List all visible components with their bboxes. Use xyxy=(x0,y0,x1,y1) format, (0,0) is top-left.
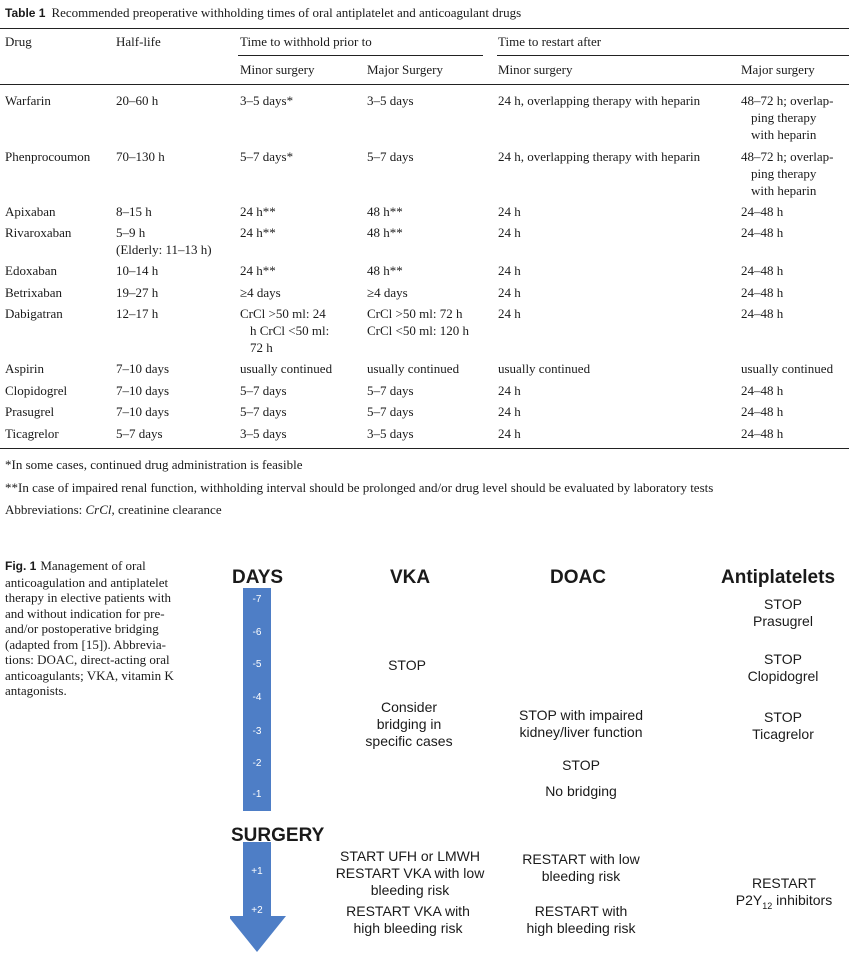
cell-withhold-major: 5–7 days xyxy=(367,149,414,164)
cell-withhold-major: 48 h** xyxy=(367,204,403,219)
cell-withhold-minor: h CrCl <50 ml: xyxy=(250,323,330,338)
cell-withhold-minor: 24 h** xyxy=(240,263,276,278)
cell-withhold-major: 3–5 days xyxy=(367,426,414,441)
doac-restart-low-line-2: bleeding risk xyxy=(541,868,621,884)
figure-caption-line: anticoagulants; VKA, vitamin K xyxy=(5,667,174,683)
header-withhold-minor: Minor surgery xyxy=(240,62,315,77)
ap-restart xyxy=(736,875,832,915)
ap-ticagrelor-line-1: STOP xyxy=(764,709,802,725)
cell-restart-major: usually continued xyxy=(741,361,834,376)
cell-drug: Ticagrelor xyxy=(5,426,59,441)
vka-start-line-2: RESTART VKA with low xyxy=(335,865,485,881)
vka-start-line-1: START UFH or LMWH xyxy=(339,848,481,864)
footnote-single-star: *In some cases, continued drug administration is feasible xyxy=(5,457,303,472)
cell-half-life: 7–10 days xyxy=(116,361,170,376)
ap-clopidogrel-line-1: STOP xyxy=(764,651,802,667)
cell-withhold-minor: 24 h** xyxy=(240,225,276,240)
footnote-double-star: **In case of impaired renal function, withholding interval should be prolonged and/or drug level should be evaluated by laboratory tests xyxy=(5,480,714,495)
figure-caption-text xyxy=(5,558,200,699)
ap-prasugrel-line-1: STOP xyxy=(764,596,802,612)
cell-restart-major: 24–48 h xyxy=(741,306,784,321)
cell-restart-minor: usually continued xyxy=(498,361,591,376)
table-label: Table 1 xyxy=(5,6,46,20)
cell-restart-major: 24–48 h xyxy=(741,225,784,240)
cell-withhold-minor: 3–5 days xyxy=(240,426,287,441)
cell-withhold-major: ≥4 days xyxy=(367,285,408,300)
ap-restart-line-1: RESTART xyxy=(751,875,817,891)
cell-half-life: 7–10 days xyxy=(116,404,170,419)
cell-drug: Warfarin xyxy=(5,93,51,108)
vka-start-restart-low xyxy=(336,848,485,899)
doac-restart-high-line-2: high bleeding risk xyxy=(526,920,636,936)
cell-withhold-minor: ≥4 days xyxy=(240,285,281,300)
doac-restart-high xyxy=(527,903,636,937)
cell-withhold-minor: usually continued xyxy=(240,361,333,376)
figure-caption-line: and/or postoperative bridging xyxy=(5,621,159,636)
cell-drug: Edoxaban xyxy=(5,263,57,278)
figure-caption-line: tions: DOAC, direct-acting oral xyxy=(5,652,170,667)
cell-restart-minor: 24 h xyxy=(498,225,521,240)
cell-restart-major: 24–48 h xyxy=(741,285,784,300)
doac-stop-impaired xyxy=(519,707,643,741)
cell-withhold-minor: CrCl >50 ml: 24 xyxy=(240,306,326,321)
cell-restart-major: ping therapy xyxy=(751,110,817,125)
cell-half-life: 7–10 days xyxy=(116,383,170,398)
cell-withhold-major: 5–7 days xyxy=(367,404,414,419)
cell-withhold-minor: 5–7 days* xyxy=(240,149,294,164)
cell-half-life: (Elderly: 11–13 h) xyxy=(116,242,212,257)
header-drug: Drug xyxy=(5,34,32,49)
header-restart-major: Major surgery xyxy=(741,62,815,77)
cell-withhold-minor: 24 h** xyxy=(240,204,276,219)
vka-restart-high-line-1: RESTART VKA with xyxy=(346,903,470,919)
header-restart-minor: Minor surgery xyxy=(498,62,573,77)
doac-restart-low-line-1: RESTART with low xyxy=(522,851,640,867)
cell-half-life: 19–27 h xyxy=(116,285,159,300)
header-half-life: Half-life xyxy=(116,34,161,49)
cell-restart-major: 24–48 h xyxy=(741,426,784,441)
figure-caption-line: anticoagulation and antiplatelet xyxy=(5,574,169,590)
vka-start-line-3: bleeding risk xyxy=(370,882,450,898)
cell-drug: Betrixaban xyxy=(5,285,63,300)
vka-restart-high xyxy=(346,903,470,937)
table-bottom-rule xyxy=(0,448,849,449)
cell-withhold-major: CrCl >50 ml: 72 h xyxy=(367,306,463,321)
day-label-m7: -7 xyxy=(252,594,262,605)
vka-stop: STOP xyxy=(388,657,426,673)
day-label-m3: -3 xyxy=(252,726,262,737)
cell-drug: Aspirin xyxy=(5,361,44,376)
doac-no-bridging: No bridging xyxy=(545,783,617,799)
cell-drug: Dabigatran xyxy=(5,306,63,321)
cell-withhold-major: 48 h** xyxy=(367,225,403,240)
cell-restart-minor: 24 h xyxy=(498,426,521,441)
cell-restart-minor: 24 h, overlapping therapy with heparin xyxy=(498,149,701,164)
restart-group-rule xyxy=(497,55,849,56)
table-title: Recommended preoperative withholding times of oral antiplatelet and anticoagulant drugs xyxy=(51,5,522,20)
cell-restart-major: 24–48 h xyxy=(741,263,784,278)
cell-half-life: 10–14 h xyxy=(116,263,159,278)
header-bottom-rule xyxy=(0,84,849,85)
cell-restart-major: 24–48 h xyxy=(741,204,784,219)
cell-restart-minor: 24 h xyxy=(498,263,521,278)
cell-withhold-minor: 5–7 days xyxy=(240,404,287,419)
figure-caption-line: (adapted from [15]). Abbrevia- xyxy=(5,636,166,652)
day-label-m1: -1 xyxy=(252,789,262,800)
cell-drug: Prasugrel xyxy=(5,404,55,419)
ap-restart-line-2 xyxy=(736,892,832,915)
doac-stop-impaired-line-2: kidney/liver function xyxy=(519,724,643,740)
ap-stop-clopidogrel xyxy=(748,651,819,685)
day-label-m5: -5 xyxy=(252,659,262,670)
doac-stop: STOP xyxy=(562,757,600,773)
doac-restart-low xyxy=(522,851,639,885)
figure-label: Fig. 1 xyxy=(5,559,37,573)
cell-restart-major: with heparin xyxy=(751,127,817,142)
figure-header-antiplatelets: Antiplatelets xyxy=(721,567,836,588)
cell-half-life: 20–60 h xyxy=(116,93,159,108)
header-withhold-group: Time to withhold prior to xyxy=(240,34,372,49)
cell-withhold-major: 3–5 days xyxy=(367,93,414,108)
cell-restart-minor: 24 h, overlapping therapy with heparin xyxy=(498,93,701,108)
figure-header-vka: VKA xyxy=(390,567,431,588)
surgery-label: SURGERY xyxy=(231,825,325,846)
cell-withhold-minor: 3–5 days* xyxy=(240,93,294,108)
cell-restart-major: with heparin xyxy=(751,183,817,198)
ap-clopidogrel-line-2: Clopidogrel xyxy=(747,668,819,684)
figure-caption-line: and without indication for pre- xyxy=(5,605,165,621)
cell-withhold-major: 5–7 days xyxy=(367,383,414,398)
doac-restart-high-line-1: RESTART with xyxy=(534,903,628,919)
figure-header-doac: DOAC xyxy=(550,567,606,588)
table-top-rule xyxy=(0,28,849,29)
figure-caption-line: therapy in elective patients with xyxy=(5,590,172,605)
vka-bridging-line-1: Consider xyxy=(380,699,438,715)
figure-header-days: DAYS xyxy=(232,567,284,588)
cell-withhold-minor: 5–7 days xyxy=(240,383,287,398)
cell-withhold-major: usually continued xyxy=(367,361,460,376)
header-restart-group: Time to restart after xyxy=(498,34,602,49)
cell-withhold-major: CrCl <50 ml: 120 h xyxy=(367,323,469,338)
ap-prasugrel-line-2: Prasugrel xyxy=(753,613,813,629)
ap-stop-ticagrelor xyxy=(752,709,814,743)
cell-withhold-minor: 72 h xyxy=(250,340,273,355)
figure-caption-line: antagonists. xyxy=(5,683,67,698)
abbrev-def: , creatinine clearance xyxy=(111,502,222,517)
withhold-group-rule xyxy=(238,55,483,56)
vka-consider-bridging xyxy=(365,699,452,750)
cell-restart-major: 48–72 h; overlap- xyxy=(741,93,834,108)
figure-caption xyxy=(5,558,200,699)
ap-restart-sub: 12 xyxy=(762,900,773,911)
vka-bridging-line-3: specific cases xyxy=(365,733,453,749)
timeline-arrowhead xyxy=(230,842,286,952)
doac-stop-impaired-line-1: STOP with impaired xyxy=(519,707,643,723)
day-label-p1: +1 xyxy=(251,866,263,877)
day-label-m2: -2 xyxy=(252,758,262,769)
day-label-m4: -4 xyxy=(252,692,262,703)
cell-drug: Apixaban xyxy=(5,204,56,219)
ap-restart-p2y: P2Y xyxy=(735,892,763,908)
day-label-m6: -6 xyxy=(252,627,262,638)
figure-caption-line: Management of oral xyxy=(40,558,146,573)
ap-ticagrelor-line-2: Ticagrelor xyxy=(752,726,814,742)
cell-restart-minor: 24 h xyxy=(498,285,521,300)
vka-restart-high-line-2: high bleeding risk xyxy=(353,920,463,936)
footnote-abbreviations xyxy=(5,502,222,518)
cell-half-life: 12–17 h xyxy=(116,306,159,321)
cell-drug: Clopidogrel xyxy=(5,383,68,398)
cell-drug: Phenprocoumon xyxy=(5,149,91,164)
cell-restart-minor: 24 h xyxy=(498,404,521,419)
cell-half-life: 8–15 h xyxy=(116,204,152,219)
cell-restart-minor: 24 h xyxy=(498,306,521,321)
cell-restart-major: 48–72 h; overlap- xyxy=(741,149,834,164)
cell-restart-minor: 24 h xyxy=(498,204,521,219)
abbrev-term: CrCl xyxy=(85,502,112,517)
header-withhold-major: Major Surgery xyxy=(367,62,443,77)
cell-half-life: 5–9 h xyxy=(116,225,146,240)
cell-restart-major: 24–48 h xyxy=(741,404,784,419)
cell-restart-major: 24–48 h xyxy=(741,383,784,398)
cell-half-life: 5–7 days xyxy=(116,426,163,441)
ap-restart-inhibitors: inhibitors xyxy=(772,892,833,908)
cell-withhold-major: 48 h** xyxy=(367,263,403,278)
table-caption xyxy=(5,5,521,21)
cell-half-life: 70–130 h xyxy=(116,149,165,164)
abbrev-prefix: Abbreviations: xyxy=(5,502,86,517)
cell-restart-major: ping therapy xyxy=(751,166,817,181)
day-label-p2: +2 xyxy=(251,905,263,916)
cell-drug: Rivaroxaban xyxy=(5,225,72,240)
ap-stop-prasugrel xyxy=(753,596,813,630)
cell-restart-minor: 24 h xyxy=(498,383,521,398)
vka-bridging-line-2: bridging in xyxy=(376,716,442,732)
